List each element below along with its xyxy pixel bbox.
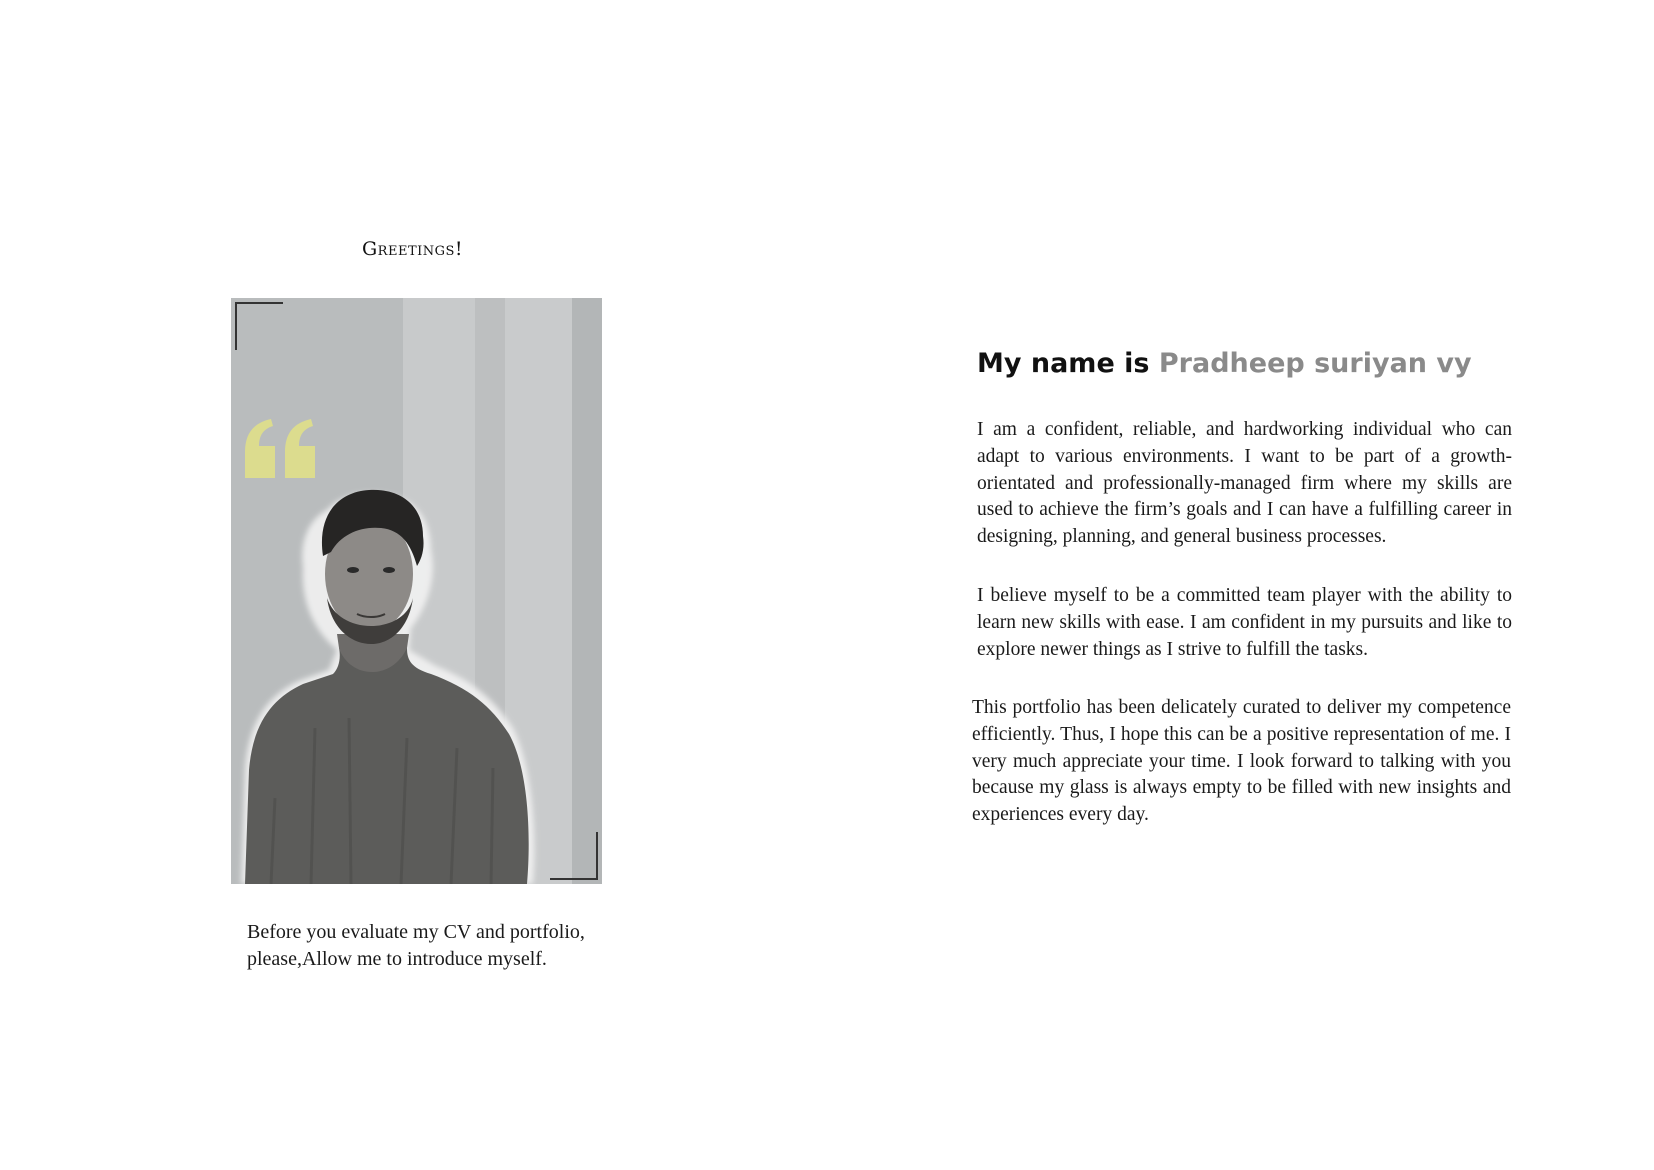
name-heading-prefix: My name is [977, 348, 1150, 379]
portrait-photo [231, 298, 602, 884]
about-paragraph: I am a confident, reliable, and hardworking individual who can adapt to various environments. I want to be part of a growth-orientated and professionally-managed firm where my skills are used to achieve the firm’s goals and I can have a fulfilling career in designing, planning, and general business processes. [977, 419, 1512, 548]
about-paragraph: This portfolio has been delicately curated to deliver my competence efficiently. Thus, I hope this can be a positive representation of me. I very much appreciate your time. I look forward to talking with you because my glass is always empty to be filled with new insights and experiences every day. [972, 697, 1511, 826]
portrait-card [231, 298, 602, 884]
about-paragraph: I believe myself to be a committed team player with the ability to learn new skills with ease. I am confident in my pursuits and like to explore newer things as I strive to fulfill the tasks. [977, 585, 1512, 660]
greeting-title: Greetings! [362, 238, 464, 260]
person-name: Pradheep suriyan vy [1158, 348, 1472, 379]
name-heading [977, 348, 1472, 379]
intro-caption: Before you evaluate my CV and portfolio, please,Allow me to introduce myself. [247, 921, 585, 970]
